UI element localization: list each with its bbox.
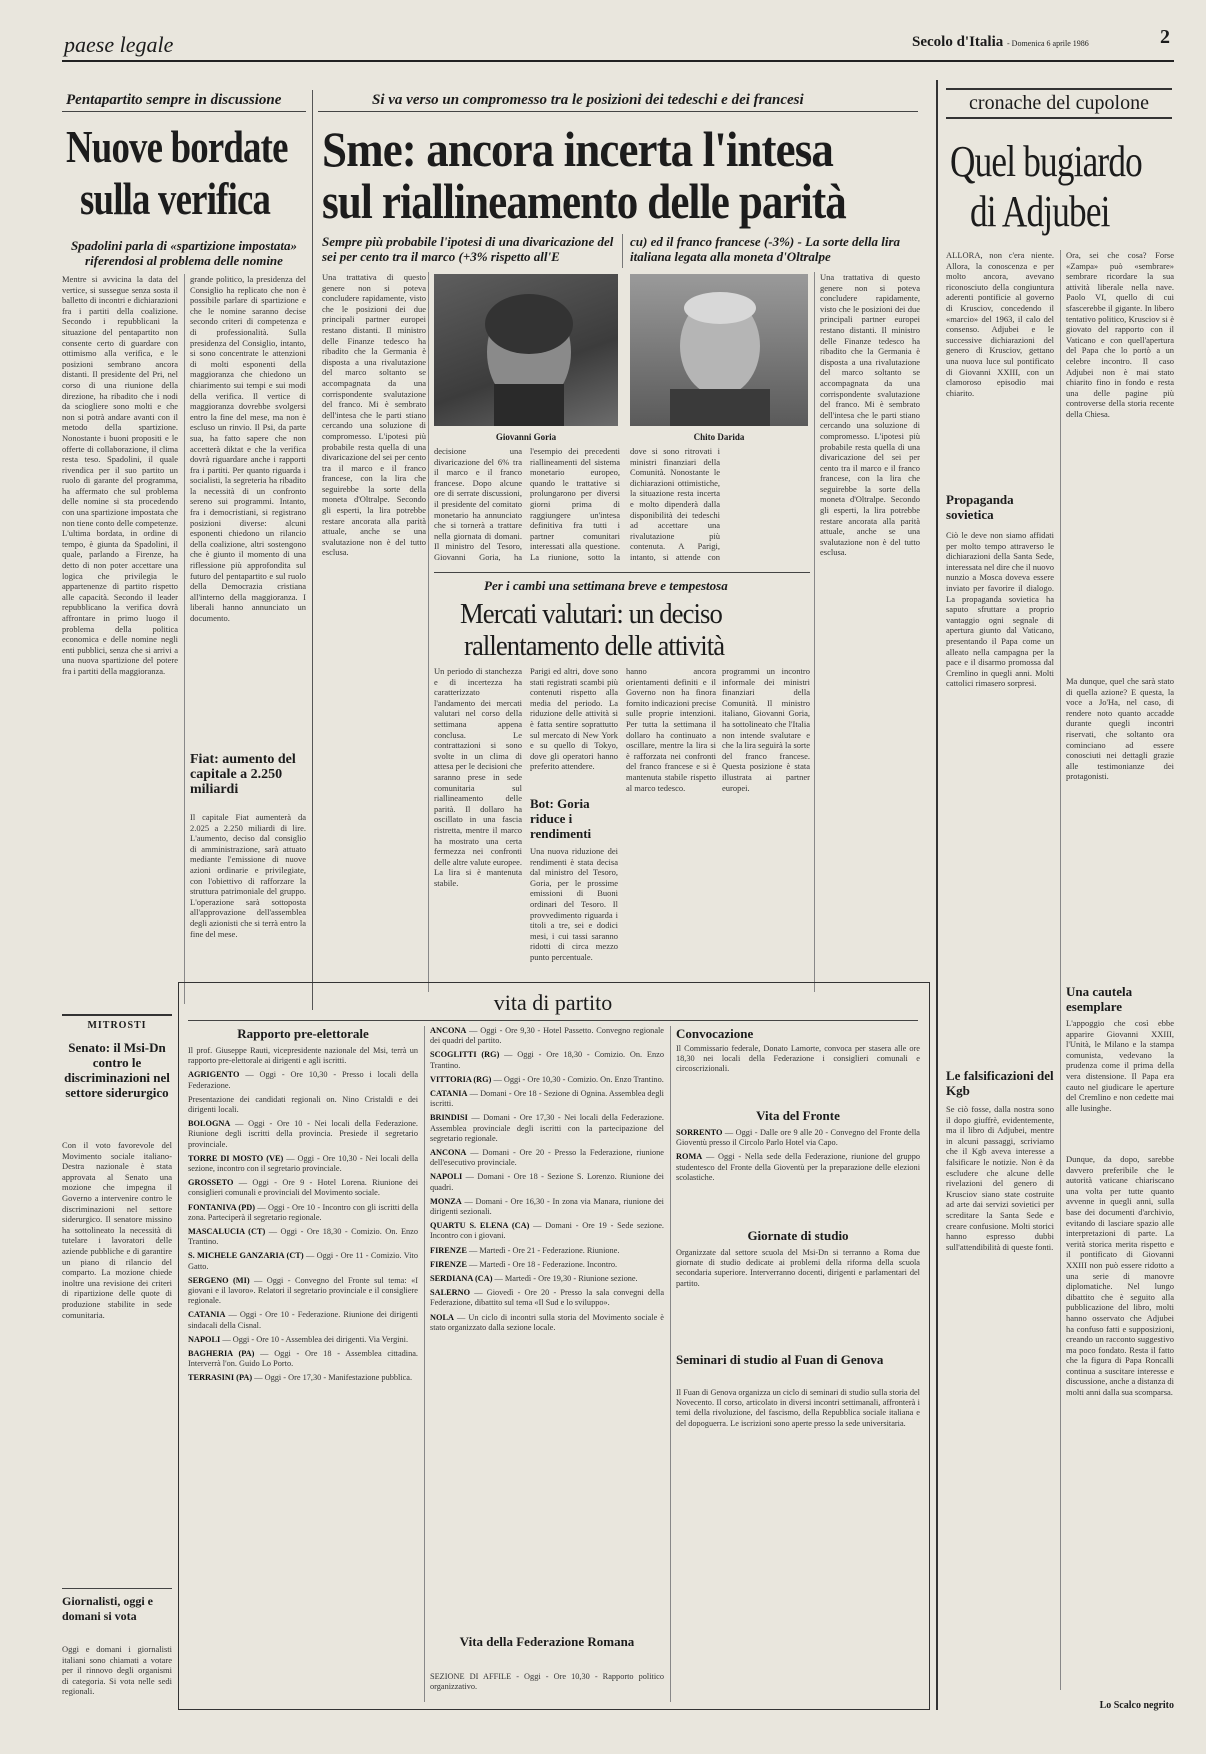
listing-item: QUARTU S. ELENA (CA) — Domani - Ore 19 - Sede sezione. Incontro con i giovani. bbox=[430, 1221, 664, 1241]
listing-item: NAPOLI — Oggi - Ore 10 - Assemblea dei dirigenti. Via Vergini. bbox=[188, 1334, 409, 1344]
photo-darida bbox=[630, 274, 808, 426]
listing-item: MASCALUCIA (CT) — Oggi - Ore 18,30 - Comizio. On. Enzo Trantino. bbox=[188, 1227, 418, 1247]
adjubei-col2c: Dunque, da dopo, sarebbe davvero preferibile che le autorità vaticane chiariscano una volta per tutte quanto avvenne in quegli anni, sulla base dei documenti d'archivio, evitando di lasciare spazio alle interpretazioni di parte. La verità storica merita rispetto e il pontificato di Giovanni XXIII non può essere ridotto a una serie di manovre diplomatiche. Nel lungo dibattito che è seguito alla pubblicazione del libro, molti hanno osservato che Adjubei ha confuso fatti e supposizioni, creando un racconto suggestivo ma poco fondato. Resta il fatto che la figura di Papa Roncalli continua a suscitare interesse e discussione, anche a distanza di molti anni dalla sua scomparsa. bbox=[1066, 1154, 1174, 1398]
mitrosti-headline: Senato: il Msi-Dn contro le discriminazioni nel settore siderurgico bbox=[64, 1040, 170, 1100]
listing-place: TERRASINI (PA) bbox=[188, 1373, 253, 1383]
listing-item: CATANIA — Oggi - Ore 10 - Federazione. Riunione dei dirigenti sindacali della Cisnal. bbox=[188, 1310, 418, 1330]
sme-body-col4: dove si sono ritrovati i ministri finanziari della Comunità. Nonostante le dichiarazioni ottimistiche, la situazione resta incerta e molto dipenderà dalla disponibilità dei tedeschi ad accettare una rivalutazione più contenuta. A Parigi, intanto, si attende con bbox=[630, 446, 720, 562]
listing-place: GROSSETO bbox=[188, 1178, 234, 1188]
listing-place: AGRIGENTO bbox=[188, 1070, 240, 1080]
sme-body-col5: Una trattativa di questo genere non si poteva concludere rapidamente, visto che le posizioni dei due principali partner europei restano distanti. Il ministro delle Finanze tedesco ha ribadito che la Germania è disposta a una rivalutazione del marco soltanto se accompagnata da una corrispondente svalutazione del franco. Mi è sembrato dell'intesa che le parti stiano cercando una soluzione di compromesso. L'ipotesi più probabile resta quella di una divaricazione del sei per cento tra il marco e il franco francese, con la lira che seguirebbe la sorte della moneta d'Oltralpe. Secondo gli esperti, la lira potrebbe restare ancorata alla parità attuale, anche se una svalutazione non è del tutto esclusa. bbox=[820, 272, 920, 558]
listing-place: BRINDISI bbox=[430, 1113, 468, 1123]
listing-item: SCOGLITTI (RG) — Oggi - Ore 18,30 - Comizio. On. Enzo Trantino. bbox=[430, 1050, 664, 1070]
listing-text: Presentazione dei candidati regionali on. Nino Cristaldi e dei dirigenti locali. bbox=[188, 1094, 418, 1115]
listing-item: BRINDISI — Domani - Ore 17,30 - Nei locali della Federazione. Assemblea provinciale degli iscritti con la partecipazione del segretario regionale. bbox=[430, 1113, 664, 1143]
masthead bbox=[912, 34, 1089, 51]
convocazione-title: Convocazione bbox=[676, 1026, 754, 1041]
vita-di-partito-title: vita di partito bbox=[493, 990, 613, 1015]
listing-item: AGRIGENTO — Oggi - Ore 10,30 - Presso i locali della Federazione. bbox=[188, 1070, 418, 1090]
cupolone-title: cronache del cupolone bbox=[946, 88, 1172, 119]
sme-body-col2: decisione una divaricazione del 6% tra il marco e il franco francese. Dopo alcune ore di serrate discussioni, il presidente del comitato monetario ha annunciato che si tornerà a trattare nella giornata di domani. Il ministro del Tesoro, Giovanni Goria, ha bbox=[434, 446, 522, 562]
listing-item: VITTORIA (RG) — Oggi - Ore 10,30 - Comizio. On. Enzo Trantino. bbox=[430, 1074, 664, 1084]
listing-text: Oggi - Nella sede della Federazione, riunione del gruppo studentesco del Fronte della Gioventù per la preparazione delle elezioni scolastiche. bbox=[676, 1152, 920, 1182]
listing-text: Oggi - Ore 17,30 - Manifestazione pubblica. bbox=[264, 1373, 413, 1383]
left-body-col1: Mentre si avvicina la data del vertice, si sussegue senza sosta il balletto di incontri e dichiarazioni fra i partiti della coalizione. Secondo i repubblicani la situazione del pentapartito non consente certo di guardare con ottimismo alla verifica, e le posizioni sembrano ancora distanti. Il presidente del Pri, nel corso di una riunione della direzione, ha ribadito che i nodi da sciogliere sono molti e che non si potrà andare avanti con il metodo della spartizione. Nonostante i buoni propositi e le offerte di collaborazione, il clima resta teso. Spadolini, il quale rivendica per il suo partito un ruolo di garante del programma, ha affermato che sul problema delle nomine si sta procedendo con una spartizione impostata che non tiene conto delle competenze. L'ultima bordata, in ordine di tempo, è giunta da Spadolini, il quale, parlando a Firenze, ha detto di non poter accettare una logica che privilegia le appartenenze di partito rispetto alle capacità. Secondo il leader repubblicano la verifica dovrà affrontare in primo luogo il problema della politica economica e delle nomine negli enti pubblici, senza che si arrivi a una nuova spartizione del potere fra i partiti della maggioranza. bbox=[62, 274, 178, 676]
listing-place: FIRENZE bbox=[430, 1259, 467, 1269]
listing-place: TORRE DI MOSTO (VE) bbox=[188, 1153, 284, 1163]
header-rule bbox=[62, 60, 1174, 62]
listing-item: BAGHERIA (PA) — Oggi - Ore 18 - Assemblea cittadina. Interverrà l'on. Guido Lo Porto. bbox=[188, 1349, 418, 1369]
listing-text: Domani - Ore 16,30 - In zona via Manara, riunione dei dirigenti sezionali. bbox=[430, 1196, 664, 1217]
listing-place: SCOGLITTI (RG) bbox=[430, 1050, 500, 1060]
listing-text: Oggi - Ore 9,30 - Hotel Passetto. Convegno regionale dei quadri del partito. bbox=[430, 1026, 664, 1046]
propaganda-title: Propaganda sovietica bbox=[946, 492, 1014, 522]
left-kicker: Pentapartito sempre in discussione bbox=[66, 92, 282, 108]
listing-item: TERRASINI (PA) — Oggi - Ore 17,30 - Manifestazione pubblica. bbox=[188, 1373, 413, 1383]
adjubei-headline-2: di Adjubei bbox=[970, 187, 1110, 236]
kgb-body: Se ciò fosse, dalla nostra sono il dopo giuffrè, evidentemente, ma il libro di Adjubei, mentre in alcuni passaggi, scriviamo che il Kgb aveva interesse a falsificare le notizie. Non è da escludere che alcune delle rivelazioni del genero di Krusciov siano state costruite ad arte dai servizi sovietici per screditare la Santa Sede e creare confusione. Molti storici hanno espresso dubbi sull'attendibilità di queste fonti. bbox=[946, 1104, 1054, 1252]
listing-item: S. MICHELE GANZARIA (CT) — Oggi - Ore 11 - Comizio. Vito Gatto. bbox=[188, 1251, 418, 1271]
listing-item: CATANIA — Domani - Ore 18 - Sezione di Ognina. Assemblea degli iscritti. bbox=[430, 1089, 664, 1109]
studio-title: Giornate di studio bbox=[747, 1228, 849, 1243]
mitrosti-label: MITROSTI bbox=[87, 1020, 147, 1031]
listing-text: Oggi - Ore 9 - Hotel Lorena. Riunione dei consiglieri comunali e provinciali del Movimento sociale. bbox=[188, 1178, 418, 1198]
fronte-title: Vita del Fronte bbox=[756, 1108, 840, 1123]
listing-text: Oggi - Dalle ore 9 alle 20 - Convegno del Fronte della Gioventù presso il Circolo Parlo Hotel via Capo. bbox=[676, 1128, 920, 1148]
listing-text: Domani - Ore 18 - Sezione di Ognina. Assemblea degli iscritti. bbox=[430, 1089, 664, 1109]
listing-text: Oggi - Convegno del Fronte sul tema: «I giovani e il lavoro». Relatori il segretario provinciale e il consigliere regionale. bbox=[188, 1275, 418, 1306]
listing-item: BOLOGNA — Oggi - Ore 10 - Nei locali della Federazione. Riunione degli iscritti della provincia. Presiede il segretario provinciale. bbox=[188, 1119, 418, 1149]
cautela-title: Una cautela esemplare bbox=[1066, 984, 1133, 1014]
sme-deck-left: Sempre più probabile l'ipotesi di una divaricazione del sei per cento tra il marco (+3% rispetto all'E bbox=[322, 234, 614, 264]
cautela-body: L'appoggio che così ebbe apparire Giovanni XXIII, l'Unità, le Milano e la stampa comunista, vedevano la prudenza come il prima della vera distensione. Il Papa era cauto nel giudicare le aperture del Cremlino e non cedette mai alle lusinghe. bbox=[1066, 1018, 1174, 1113]
listing-item: SORRENTO — Oggi - Dalle ore 9 alle 20 - Convegno del Fronte della Gioventù presso il Circolo Parlo Hotel via Capo. bbox=[676, 1128, 920, 1148]
listing-place: NOLA bbox=[430, 1312, 454, 1322]
listing-text: Martedì - Ore 18 - Federazione. Incontro. bbox=[479, 1259, 618, 1269]
fiat-body: Il capitale Fiat aumenterà da 2.025 a 2.250 miliardi di lire. L'aumento, deciso dal consiglio di amministrazione, sarà attuato mediante l'emissione di nuove azioni ordinarie e privilegiate, con l'obiettivo di rafforzare la struttura patrimoniale del gruppo. L'operazione sarà sottoposta all'approvazione dell'assemblea degli azionisti che si terrà entro la fine del mese. bbox=[190, 812, 306, 939]
left-headline-2: sulla verifica bbox=[80, 173, 271, 224]
listing-text: Oggi - Ore 18,30 - Comizio. On. Enzo Trantino. bbox=[430, 1050, 664, 1070]
page-number: 2 bbox=[1160, 26, 1170, 48]
listing-place: BOLOGNA bbox=[188, 1119, 231, 1129]
listing-place: NAPOLI bbox=[188, 1334, 221, 1344]
caption-goria: Giovanni Goria bbox=[495, 432, 557, 442]
listing-text: Oggi - Ore 10 - Assemblea dei dirigenti. Via Vergini. bbox=[232, 1334, 409, 1344]
fiat-headline: Fiat: aumento del capitale a 2.250 miliardi bbox=[190, 752, 296, 797]
listing-text: Oggi - Ore 10 - Incontro con gli iscritti della zona. Parteciperà il segretario regionale. bbox=[188, 1202, 418, 1222]
listing-text: Martedì - Ore 19,30 - Riunione sezione. bbox=[504, 1274, 638, 1284]
giornalisti-headline: Giornalisti, oggi e domani si vota bbox=[62, 1594, 153, 1623]
federazione-title: Vita della Federazione Romana bbox=[459, 1634, 635, 1649]
listing-place: VITTORIA (RG) bbox=[430, 1074, 492, 1084]
listing-item: NOLA — Un ciclo di incontri sulla storia del Movimento sociale è stato organizzato dalla sezione locale. bbox=[430, 1312, 664, 1332]
mercati-body-col2: Parigi ed altri, dove sono stati registrati scambi più contenuti rispetto alla media del periodo. La riduzione delle attività si è fatta sentire soprattutto sul mercato di New York e su quello di Tokyo, dove gli operatori hanno preferito attendere. bbox=[530, 666, 618, 772]
listing-item: FIRENZE — Martedì - Ore 18 - Federazione. Incontro. bbox=[430, 1259, 618, 1269]
kgb-title: Le falsificazioni del Kgb bbox=[946, 1068, 1054, 1098]
listing-place: SORRENTO bbox=[676, 1128, 723, 1137]
rapporto-title: Rapporto pre-elettorale bbox=[237, 1026, 369, 1041]
listing-place: BAGHERIA (PA) bbox=[188, 1349, 255, 1359]
listing-item: ANCONA — Oggi - Ore 9,30 - Hotel Passetto. Convegno regionale dei quadri del partito. bbox=[430, 1026, 664, 1046]
seminari-title: Seminari di studio al Fuan di Genova bbox=[676, 1352, 884, 1367]
listing-text: Domani - Ore 17,30 - Nei locali della Federazione. Assemblea provinciale degli iscritti con la partecipazione del segretario regionale. bbox=[430, 1113, 664, 1143]
studio-body: Organizzate dal settore scuola del Msi-Dn si terranno a Roma due giornate di studio dedicate ai problemi della riforma della scuola secondaria superiore. Interverranno docenti, dirigenti e parlamentari del partito. bbox=[676, 1248, 920, 1288]
listing-item: FIRENZE — Martedì - Ore 21 - Federazione. Riunione. bbox=[430, 1245, 620, 1255]
listing-place: ANCONA bbox=[430, 1148, 467, 1158]
sme-headline-2: sul riallineamento delle parità bbox=[322, 173, 846, 229]
listing-text: Un ciclo di incontri sulla storia del Movimento sociale è stato organizzato dalla sezione locale. bbox=[430, 1312, 664, 1332]
listing-text: Oggi - Ore 10,30 - Nei locali della sezione, incontro con il segretario provinciale. bbox=[188, 1153, 418, 1174]
listing-item: GROSSETO — Oggi - Ore 9 - Hotel Lorena. Riunione dei consiglieri comunali e provinciali del Movimento sociale. bbox=[188, 1178, 418, 1198]
listing-text: Oggi - Ore 10 - Federazione. Riunione dei dirigenti sindacali della Cisnal. bbox=[188, 1310, 418, 1330]
listing-item bbox=[188, 1095, 418, 1115]
mercati-headline-2: rallentamento delle attività bbox=[464, 630, 725, 662]
mercati-body-col1: Un periodo di stanchezza e di incertezza ha caratterizzato l'andamento dei mercati valutari nel corso della settimana appena conclusa. Le contrattazioni si sono svolte in un clima di attesa per le decisioni che saranno prese in sede comunitaria sul riallineamento delle parità. Il dollaro ha oscillato in una fascia ristretta, mentre il marco ha mostrato una certa fermezza nei confronti delle altre valute europee. La lira si è mantenuta stabile. bbox=[434, 666, 522, 888]
adjubei-intro: ALLORA, non c'era niente. Allora, la conoscenza e per molto ancora, avevano riconosciuto della congiuntura aderenti pontificie al governo di Krusciov, concedendo il «marcio» del 1963, il calo del consenso. Adjubei e le successive dichiarazioni del genero di Krusciov, gettano una nuova luce sul pontificato di Giovanni XXIII, con un clamoroso episodio mai chiarito. bbox=[946, 250, 1054, 398]
listing-item: ROMA — Oggi - Nella sede della Federazione, riunione del gruppo studentesco del Fronte della Gioventù per la preparazione delle elezioni scolastiche. bbox=[676, 1152, 920, 1182]
sme-headline-1: Sme: ancora incerta l'intesa bbox=[322, 121, 833, 177]
listing-place: QUARTU S. ELENA (CA) bbox=[430, 1221, 530, 1231]
giornalisti-body: Oggi e domani i giornalisti italiani sono chiamati a votare per il rinnovo degli organismi di categoria. Si vota nelle sedi regionali. bbox=[62, 1644, 172, 1697]
listing-text: Domani - Ore 19 - Sede sezione. Incontro con i giovani. bbox=[430, 1221, 664, 1241]
goria-portrait-icon bbox=[434, 274, 618, 426]
listing-text: Martedì - Ore 21 - Federazione. Riunione. bbox=[479, 1245, 620, 1255]
listing-place: ROMA bbox=[676, 1152, 703, 1162]
vdp-col2 bbox=[430, 1026, 664, 1630]
listing-item: NAPOLI — Domani - Ore 18 - Sezione S. Lorenzo. Riunione dei quadri. bbox=[430, 1172, 664, 1192]
listing-text: Giovedì - Ore 20 - Presso la sala convegni della Federazione, dibattito sul tema «Il Sud e lo sviluppo». bbox=[430, 1288, 664, 1308]
listing-place: SERDIANA (CA) bbox=[430, 1274, 493, 1284]
federazione-body: SEZIONE DI AFFILE - Oggi - Ore 10,30 - Rapporto politico organizzativo. bbox=[430, 1672, 664, 1692]
listing-item: FONTANIVA (PD) — Oggi - Ore 10 - Incontro con gli iscritti della zona. Parteciperà il segretario regionale. bbox=[188, 1202, 418, 1222]
listing-place: CATANIA bbox=[188, 1310, 226, 1320]
listing-text: Oggi - Ore 10,30 - Comizio. On. Enzo Trantino. bbox=[503, 1074, 664, 1084]
listing-place: S. MICHELE GANZARIA (CT) bbox=[188, 1251, 304, 1261]
darida-portrait-icon bbox=[630, 274, 808, 426]
propaganda-body: Ciò le deve non siamo affidati per molto tempo attraverso le dichiarazioni della Santa Sede, interessata nel dire che il nuovo nunzio a Mosca doveva essere inviato per favorire il dialogo. La propaganda sovietica ha saputo sfruttare a proprio vantaggio ogni segnale di apertura giunto dal Vaticano, presentando il Papa come un alleato nella campagna per la pace e il disarmo promossa dal Cremlino in quegli anni. Molti cattolici rimasero sorpresi. bbox=[946, 530, 1054, 689]
listing-text: Oggi - Ore 18,30 - Comizio. On. Enzo Trantino. bbox=[188, 1227, 418, 1247]
listing-item: SERDIANA (CA) — Martedì - Ore 19,30 - Riunione sezione. bbox=[430, 1274, 638, 1284]
listing-place: SERGENO (MI) bbox=[188, 1275, 250, 1285]
listing-text: Oggi - Ore 10,30 - Presso i locali della Federazione. bbox=[188, 1070, 418, 1090]
left-body-col2: grande politico, la presidenza del Consiglio ha replicato che non è possibile parlare di spartizione e che le nomine saranno decise secondo criteri di competenza e di professionalità. Sulla presidenza del Consiglio, intanto, si sono concentrate le attenzioni di molti esponenti della maggioranza che chiedono un chiarimento sui tempi e sui modi della verifica. Il vertice di maggioranza dovrebbe svolgersi entro la fine del mese, ma non è escluso un rinvio. Il Psi, da parte sua, ha fatto sapere che non accetterà diktat e che la verifica dovrà riguardare anche i rapporti fra i partiti. Per quanto riguarda i socialisti, la segreteria ha ribadito la necessità di un confronto sereno sui programmi. Intanto, fra i democristiani, si registrano posizioni diverse: alcuni esponenti chiedono un rilancio della coalizione, altri sostengono che è giunto il momento di una riflessione più approfondita sul futuro del pentapartito e sul ruolo della Democrazia cristiana all'interno della maggioranza. I liberali hanno annunciato un documento. bbox=[190, 274, 306, 623]
listing-text: Oggi - Ore 10 - Nei locali della Federazione. Riunione degli iscritti della provincia. Presiede il segretario provinciale. bbox=[188, 1119, 418, 1149]
listing-place: MONZA bbox=[430, 1196, 462, 1206]
convocazione-body: Il Commissario federale, Donato Lamorte, convoca per stasera alle ore 18,30 nei locali della Federazione i consiglieri comunali e circoscrizionali. bbox=[676, 1044, 920, 1074]
mercati-body-col3: hanno ancora orientamenti definiti e il Governo non ha finora fornito indicazioni precise sulle proprie intenzioni. Per tutta la settimana il dollaro ha continuato a oscillare, mentre la lira si è rafforzata nei confronti del franco francese e si è mantenuta stabile rispetto al marco tedesco. bbox=[626, 666, 716, 793]
listing-text: Domani - Ore 20 - Presso la Federazione, riunione dell'esecutivo provinciale. bbox=[430, 1148, 664, 1168]
left-deck: Spadolini parla di «spartizione impostata» riferendosi al problema delle nomine bbox=[70, 238, 298, 268]
listing-place: CATANIA bbox=[430, 1089, 468, 1099]
listing-place: FIRENZE bbox=[430, 1245, 467, 1255]
sme-body-col3: l'esempio dei precedenti riallineamenti del sistema monetario europeo, quando le trattative si prolungarono per diversi giorni prima di raggiungere un'intesa definitiva fra tutti i partner comunitari interessati alla questione. La riunione, sotto la bbox=[530, 446, 620, 562]
sme-body-col1: Una trattativa di questo genere non si poteva concludere rapidamente, visto che le posizioni dei due principali partner europei restano distanti. Il ministro delle Finanze tedesco ha ribadito che la Germania è disposta a una rivalutazione del marco soltanto se accompagnata da una corrispondente svalutazione del franco. Mi è sembrato dell'intesa che le parti stiano cercando una soluzione di compromesso. L'ipotesi più probabile resta quella di una divaricazione del sei per cento tra il marco e il franco francese, con la lira che seguirebbe la sorte della moneta d'Oltralpe. Secondo gli esperti, la lira potrebbe restare ancorata alla parità attuale, anche se una svalutazione non è del tutto esclusa. bbox=[322, 272, 426, 558]
mercati-body-col4: programmi un incontro informale dei ministri finanziari della Comunità. Il ministro italiano, Giovanni Goria, ha sottolineato che l'Italia non intende svalutare e che la lira seguirà la sorte del franco francese. Questa posizione è stata illustrata ai partner europei. bbox=[722, 666, 810, 793]
listing-place: MASCALUCIA (CT) bbox=[188, 1227, 266, 1237]
section-label: paese legale bbox=[64, 32, 174, 57]
listing-item: ANCONA — Domani - Ore 20 - Presso la Federazione, riunione dell'esecutivo provinciale. bbox=[430, 1148, 664, 1168]
caption-darida: Chito Darida bbox=[693, 432, 745, 442]
sme-kicker: Si va verso un compromesso tra le posizioni dei tedeschi e dei francesi bbox=[372, 92, 804, 108]
listing-item: SALERNO — Giovedì - Ore 20 - Presso la sala convegni della Federazione, dibattito sul tema «Il Sud e lo sviluppo». bbox=[430, 1288, 664, 1308]
listing-item: MONZA — Domani - Ore 16,30 - In zona via Manara, riunione dei dirigenti sezionali. bbox=[430, 1196, 664, 1217]
listing-text: Domani - Ore 18 - Sezione S. Lorenzo. Riunione dei quadri. bbox=[430, 1172, 664, 1192]
mercati-headline-1: Mercati valutari: un deciso bbox=[460, 598, 722, 630]
listing-place: ANCONA bbox=[430, 1026, 467, 1035]
listing-item: TORRE DI MOSTO (VE) — Oggi - Ore 10,30 - Nei locali della sezione, incontro con il segretario provinciale. bbox=[188, 1153, 418, 1174]
bot-headline: Bot: Goria riduce i rendimenti bbox=[530, 796, 592, 841]
listing-place: FONTANIVA (PD) bbox=[188, 1202, 256, 1212]
adjubei-headline-1: Quel bugiardo bbox=[950, 137, 1142, 186]
listing-text: Oggi - Ore 11 - Comizio. Vito Gatto. bbox=[188, 1251, 418, 1271]
listing-item: SERGENO (MI) — Oggi - Convegno del Fronte sul tema: «I giovani e il lavoro». Relatori il segretario provinciale e il consigliere regionale. bbox=[188, 1275, 418, 1306]
left-headline-1: Nuove bordate bbox=[66, 121, 288, 172]
mitrosti-body: Con il voto favorevole del Movimento sociale italiano-Destra nazionale è stata approvata al Senato una mozione che impegna il Governo a intervenire contro le discriminazioni nel settore siderurgico. Il senatore missino ha sottolineato la necessità di tutelare i lavoratori delle aziende pubbliche e di garantire un piano di rilancio del comparto. La mozione chiede inoltre una revisione dei criteri di ripartizione delle quote di produzione stabilite in sede comunitaria. bbox=[62, 1140, 172, 1320]
listing-place: NAPOLI bbox=[430, 1172, 463, 1182]
mercati-kicker: Per i cambi una settimana breve e tempestosa bbox=[484, 578, 728, 593]
issue-date: - Domenica 6 aprile 1986 bbox=[1007, 39, 1089, 48]
vdp-col1 bbox=[188, 1046, 418, 1702]
photo-goria bbox=[434, 274, 618, 426]
signature: Lo Scalco negrito bbox=[1099, 1700, 1174, 1711]
listing-text: Oggi - Ore 18 - Assemblea cittadina. Interverrà l'on. Guido Lo Porto. bbox=[188, 1349, 418, 1369]
adjubei-col2: Ora, sei che cosa? Forse «Zampa» può «sembrare» sembrare ricordare la sua attività liberale nella nave. Paolo VI, quello di cui sfascerebbe il gigante. In libero tentativo politico, Krusciov si è giovato del rapporto con il Vaticano e con quell'apertura del Papa che lo portò a un celebre incontro. Il caso Adjubei non è mai stato chiarito fino in fondo e resta una delle pagine più controverse della storia recente della Chiesa. bbox=[1066, 250, 1174, 419]
fronte-items bbox=[676, 1128, 920, 1187]
listing-text: Il prof. Giuseppe Rauti, vicepresidente nazionale del Msi, terrà un rapporto pre-elettorale ai dirigenti e agli iscritti. bbox=[188, 1046, 418, 1066]
bot-body: Una nuova riduzione dei rendimenti è stata decisa dal ministro del Tesoro, Goria, per le prossime emissioni di Buoni ordinari del Tesoro. Il provvedimento riguarda i titoli a tre, sei e dodici mesi, i cui tassi saranno ridotti di circa mezzo punto percentuale. bbox=[530, 846, 618, 962]
listing-item bbox=[188, 1046, 418, 1066]
seminari-body: Il Fuan di Genova organizza un ciclo di seminari di studio sulla storia del Novecento. Il corso, articolato in diversi incontri settimanali, affronterà i temi della rivoluzione, del fascismo, della Repubblica sociale italiana e del dopoguerra. Le iscrizioni sono aperte presso la sede universitaria. bbox=[676, 1388, 920, 1428]
paper-name: Secolo d'Italia bbox=[912, 34, 1004, 50]
sme-deck-right: cu) ed il franco francese (-3%) - La sorte della lira italiana legata alla moneta d'Oltralpe bbox=[630, 234, 901, 264]
adjubei-col2b: Ma dunque, quel che sarà stato di quella azione? E questa, la voce a Jo'Ha, nel caso, di rendere noto quanto accadde durante quegli incontri riservati, che soltanto ora cominciano ad essere conosciuti nei dettagli grazie alle testimonianze dei protagonisti. bbox=[1066, 676, 1174, 782]
listing-place: SALERNO bbox=[430, 1288, 471, 1298]
